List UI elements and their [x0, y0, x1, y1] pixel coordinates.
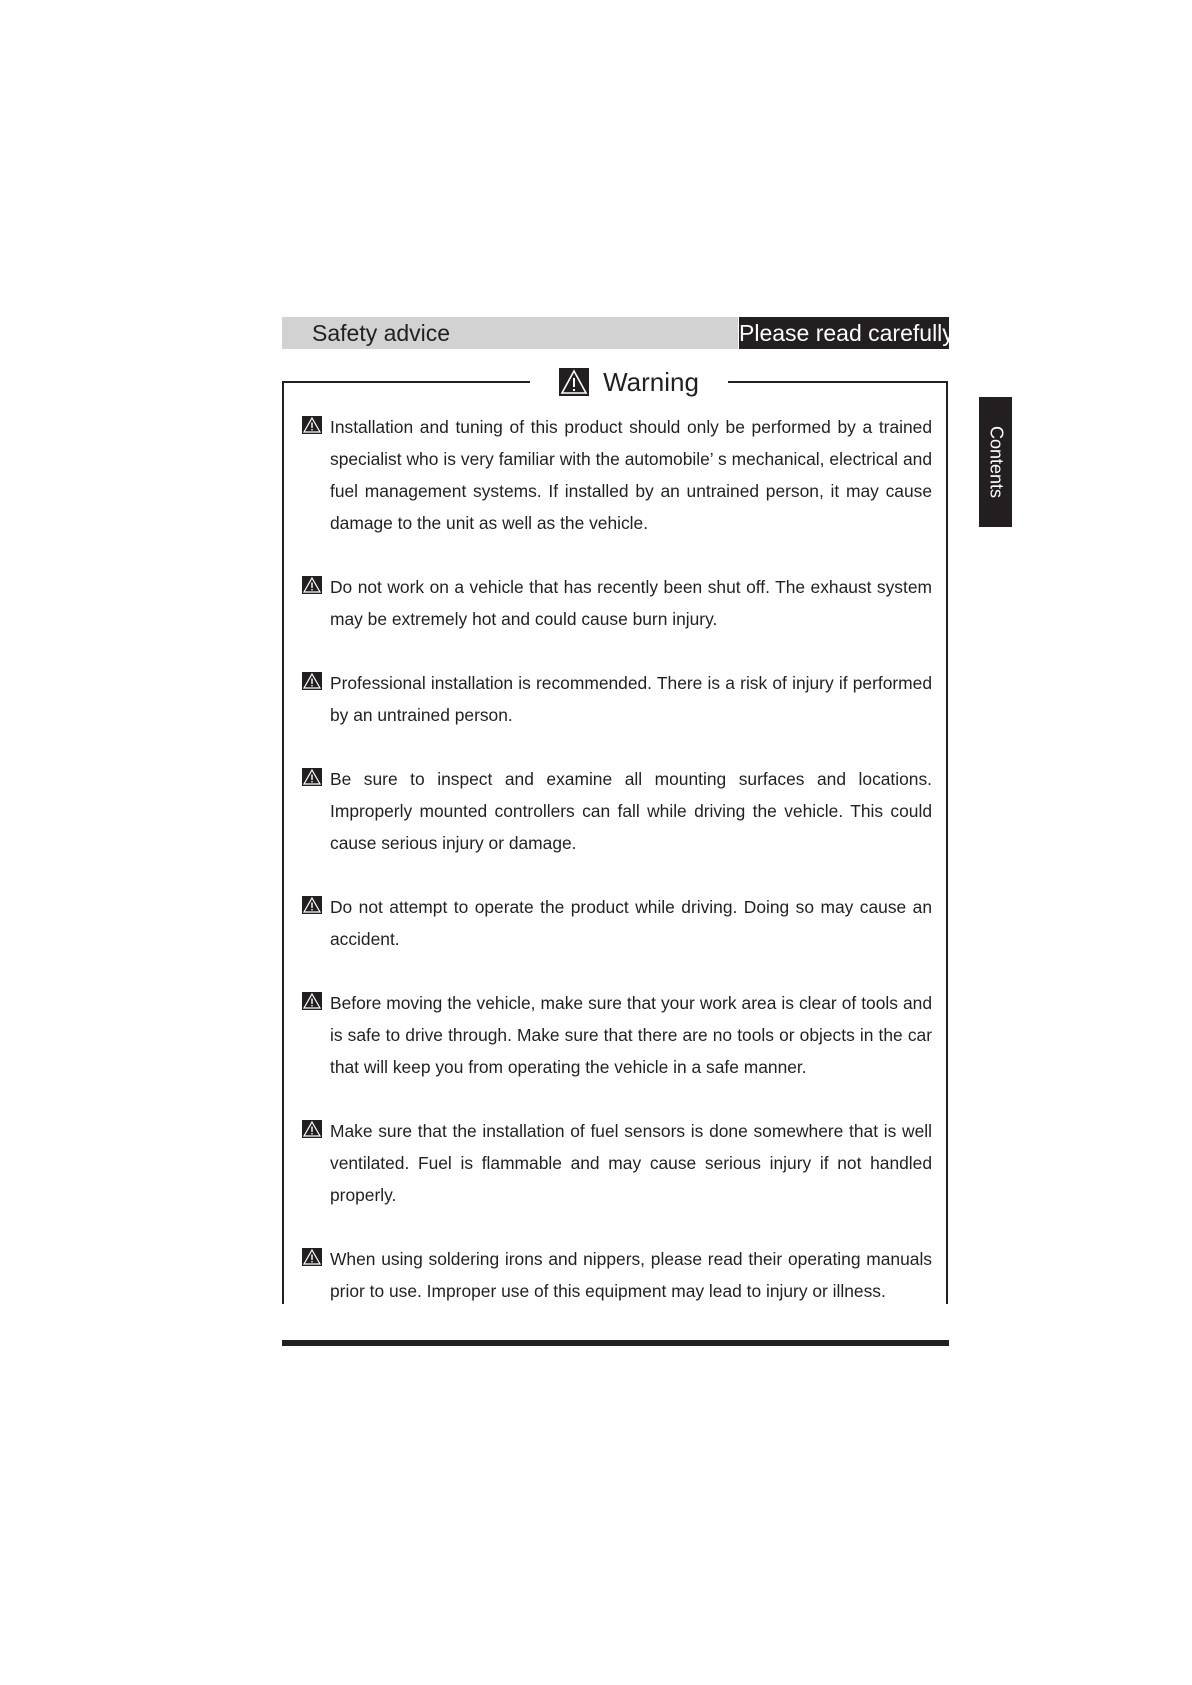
warning-text: When using soldering irons and nippers, please read their operating manuals prior to use. Improper use of this equipment may lead to injury or illness.	[330, 1249, 932, 1301]
warning-text: Installation and tuning of this product should only be performed by a trained specialist who is very familiar with the automobile’ s mechanical, electrical and fuel management systems. If installed by an untrained person, it may cause damage to the unit as well as the vehicle.	[330, 417, 932, 533]
contents-tab[interactable]	[979, 397, 1012, 527]
warning-list	[302, 411, 932, 1339]
warning-triangle-icon	[302, 992, 322, 1010]
warning-triangle-icon	[302, 416, 322, 434]
warning-triangle-icon	[302, 576, 322, 594]
warning-text: Before moving the vehicle, make sure that your work area is clear of tools and is safe to drive through. Make sure that there are no tools or objects in the car that will keep you from operating the vehicle in a safe manner.	[330, 993, 932, 1077]
list-item	[302, 763, 932, 859]
warning-triangle-icon	[302, 768, 322, 786]
list-item	[302, 667, 932, 731]
section-header-bar	[282, 317, 738, 349]
warning-triangle-icon	[302, 1120, 322, 1138]
warning-text: Be sure to inspect and examine all mounting surfaces and locations. Improperly mounted controllers can fall while driving the vehicle. This could cause serious injury or damage.	[330, 769, 932, 853]
warning-triangle-icon	[302, 672, 322, 690]
bottom-divider	[282, 1340, 949, 1346]
warning-heading	[530, 363, 728, 401]
warning-text: Make sure that the installation of fuel sensors is done somewhere that is well ventilated. Fuel is flammable and may cause serious injury if not handled properly.	[330, 1121, 932, 1205]
warning-triangle-icon	[302, 896, 322, 914]
read-carefully-badge: Please read carefully	[739, 317, 949, 349]
warning-heading-label: Warning	[603, 366, 699, 397]
contents-tab-label: Contents	[986, 425, 1006, 499]
section-title: Safety advice	[312, 320, 451, 346]
list-item	[302, 411, 932, 539]
warning-box	[282, 366, 948, 1304]
list-item	[302, 1115, 932, 1211]
warning-triangle-icon	[559, 368, 589, 396]
list-item	[302, 891, 932, 955]
warning-text: Do not attempt to operate the product while driving. Doing so may cause an accident.	[330, 897, 932, 949]
warning-text: Professional installation is recommended. There is a risk of injury if performed by an untrained person.	[330, 673, 932, 725]
list-item	[302, 571, 932, 635]
list-item	[302, 1243, 932, 1307]
warning-triangle-icon	[302, 1248, 322, 1266]
warning-text: Do not work on a vehicle that has recently been shut off. The exhaust system may be extremely hot and could cause burn injury.	[330, 577, 932, 629]
list-item	[302, 987, 932, 1083]
